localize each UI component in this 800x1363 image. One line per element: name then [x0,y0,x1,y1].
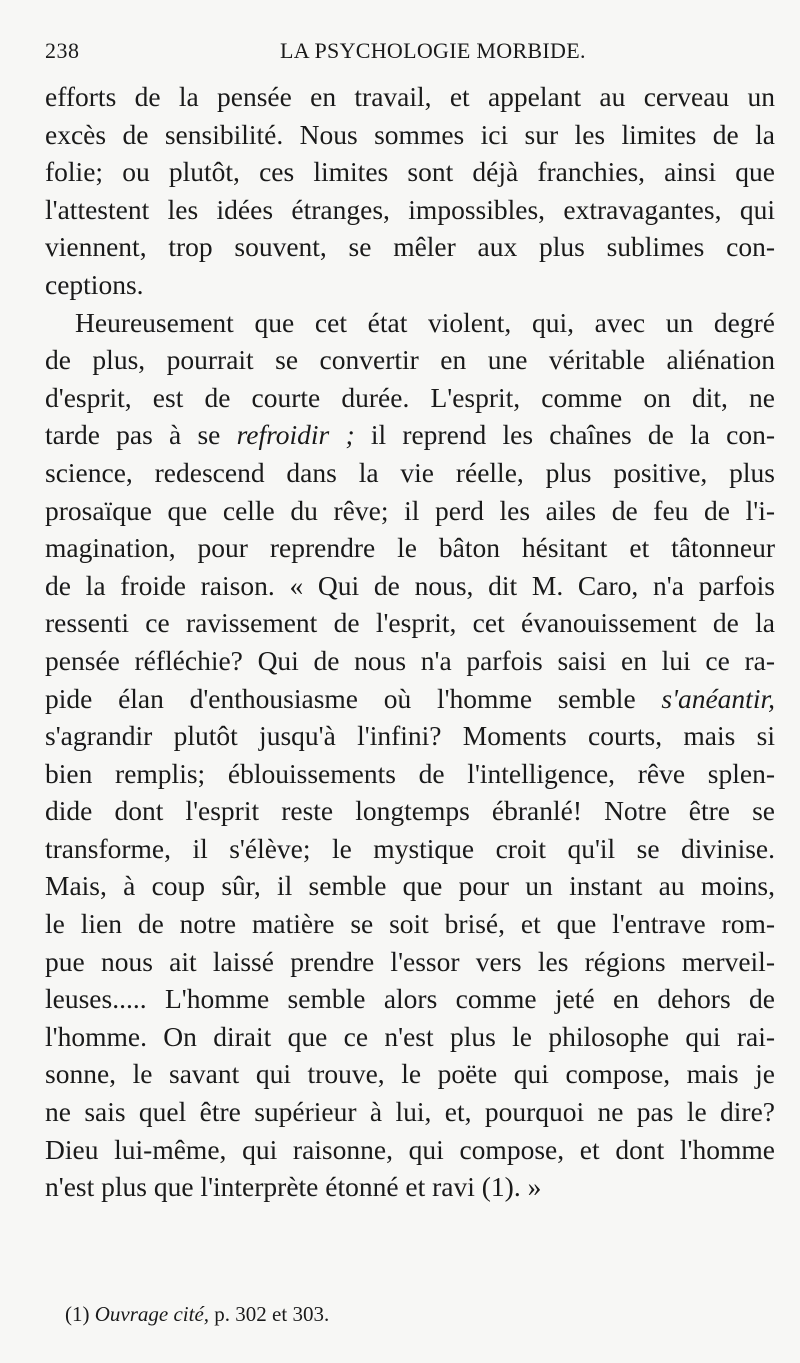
text-line: Mais, à coup sûr, il semble que pour un instant au moins, [45,870,775,902]
text-line: efforts de la pensée en travail, et appelant au cerveau un [45,81,775,112]
text-line: n'est plus que l'interprète étonné et ravi (1). » [45,1171,542,1203]
text-line: s'agrandir plutôt jusqu'à l'infini? Moments courts, mais si [45,720,775,752]
footnote [65,1302,329,1327]
body-text [45,78,775,1206]
page-number: 238 [45,38,80,63]
text-line: bien remplis; éblouissements de l'intelligence, rêve splen- [45,757,775,789]
text-line: leuses..... L'homme semble alors comme jeté en dehors de [45,983,775,1015]
text-line: ressenti ce ravissement de l'esprit, cet évanouissement de la [45,607,775,639]
footnote-pages: p. 302 et 303. [214,1302,330,1326]
text-line: pide élan d'enthousiasme où l'homme semble s'anéantir, [45,682,775,714]
text-line: tarde pas à se refroidir ; il reprend les chaînes de la con- [45,419,775,451]
text-line: excès de sensibilité. Nous sommes ici sur les limites de la [45,118,775,150]
text-line: viennent, trop souvent, se mêler aux plus sublimes con- [45,231,775,263]
text-line: pensée réfléchie? Qui de nous n'a parfois saisi en lui ce ra- [45,644,775,676]
text-line: dide dont l'esprit reste longtemps ébranlé! Notre être se [45,795,775,827]
text-line: de la froide raison. « Qui de nous, dit M. Caro, n'a parfois [45,569,775,601]
text-line: magination, pour reprendre le bâton hésitant et tâtonneur [45,532,775,564]
text-line: science, redescend dans la vie réelle, plus positive, plus [45,456,775,488]
text-line: pue nous ait laissé prendre l'essor vers les régions merveil- [45,945,775,977]
running-title: LA PSYCHOLOGIE MORBIDE. [280,38,586,63]
footnote-marker: (1) [65,1302,90,1326]
footnote-work: Ouvrage cité, [94,1302,210,1326]
text-line: Dieu lui-même, qui raisonne, qui compose, et dont l'homme [45,1133,775,1165]
text-line: prosaïque que celle du rêve; il perd les ailes de feu de l'i- [45,494,775,526]
text-line: le lien de notre matière se soit brisé, et que l'entrave rom- [45,908,775,940]
page-header [45,38,780,72]
text-line: folie; ou plutôt, ces limites sont déjà franchies, ainsi que [45,156,775,188]
text-line: l'homme. On dirait que ce n'est plus le philosophe qui rai- [45,1020,775,1052]
text-line: sonne, le savant qui trouve, le poëte qui compose, mais je [45,1058,775,1090]
text-line: Heureusement que cet état violent, qui, avec un degré [75,306,775,338]
text-line: ne sais quel être supérieur à lui, et, pourquoi ne pas le dire? [45,1096,775,1128]
text-line: transforme, il s'élève; le mystique croit qu'il se divinise. [45,832,775,864]
text-line: ceptions. [45,268,144,300]
text-line: d'esprit, est de courte durée. L'esprit, comme on dit, ne [45,381,775,413]
text-line: de plus, pourrait se convertir en une véritable aliénation [45,344,775,376]
text-line: l'attestent les idées étranges, impossibles, extravagantes, qui [45,193,775,225]
